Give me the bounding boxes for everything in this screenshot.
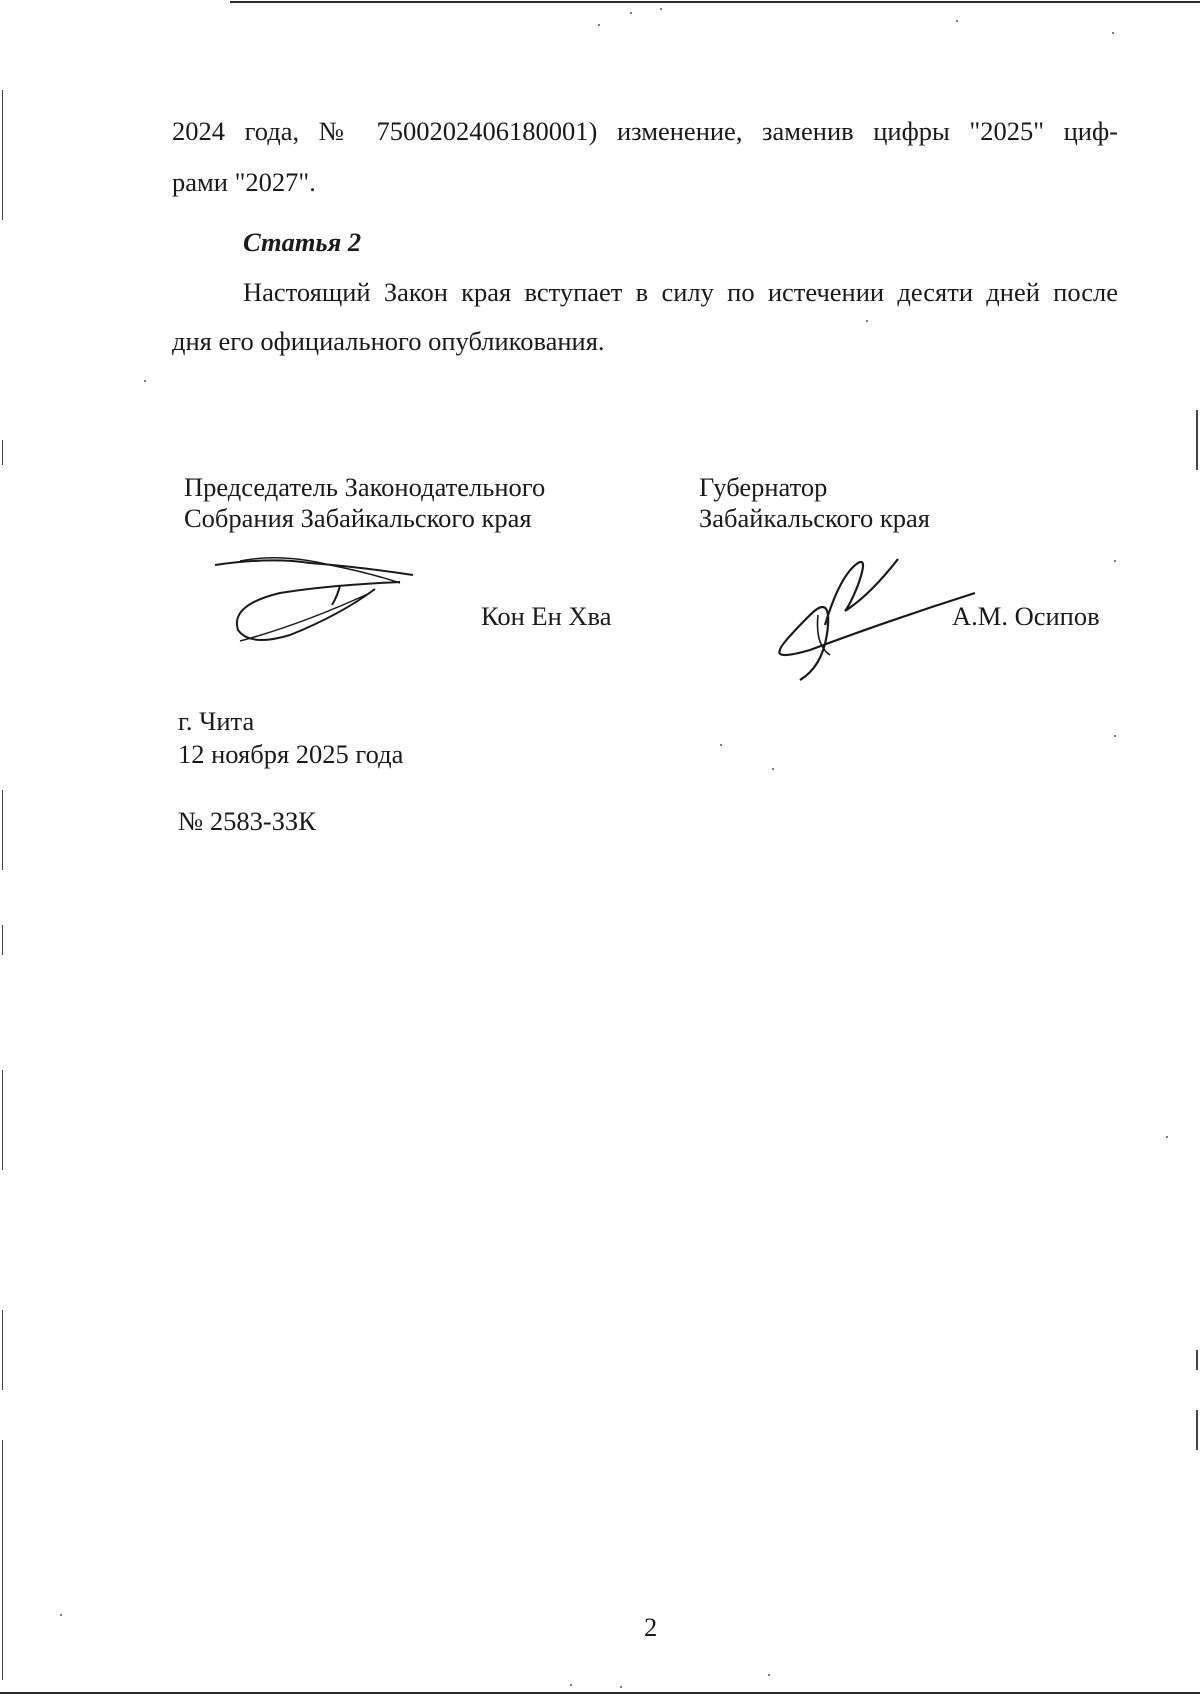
left-signatory-title-line-2: Собрания Забайкальского края: [184, 503, 532, 533]
article-2-line-1: Настоящий Закон края вступает в силу по истечении десяти дней после: [243, 277, 1118, 307]
date: 12 ноября 2025 года: [178, 739, 404, 769]
scan-speck: [772, 768, 774, 770]
scan-speck: [768, 1674, 770, 1676]
scan-edge-bottom: [0, 1692, 1200, 1694]
article-2-heading: Статья 2: [243, 227, 362, 257]
paragraph-continuation-line-1: 2024 года, № 7500202406180001) изменение, заменив цифры "2025" циф-: [172, 116, 1118, 146]
scan-speck: [144, 380, 146, 382]
article-2-line-2: дня его официального опубликования.: [172, 326, 605, 356]
scan-edge-left: [2, 440, 3, 465]
left-signatory-title-line-1: Председатель Законодательного: [184, 472, 546, 502]
scan-speck: [630, 12, 632, 14]
scan-speck: [1166, 1136, 1168, 1138]
right-signatory-name: А.М. Осипов: [952, 601, 1100, 631]
scan-speck: [660, 8, 662, 10]
scan-speck: [956, 20, 958, 22]
right-signature-icon: [770, 555, 980, 685]
scan-speck: [570, 1684, 572, 1686]
left-signatory-name: Кон Ен Хва: [481, 601, 612, 631]
scan-edge-top: [230, 1, 1200, 3]
scan-speck: [60, 1614, 62, 1616]
paragraph-continuation-line-2: рами "2027".: [172, 167, 316, 197]
scan-edge-left: [2, 1070, 3, 1170]
scan-edge-left: [2, 925, 3, 955]
right-signatory-title-line-1: Губернатор: [699, 472, 828, 502]
scan-edge-left: [2, 790, 3, 870]
scan-edge-left: [2, 1440, 3, 1680]
scan-speck: [866, 320, 868, 322]
scan-edge-right: [1196, 1350, 1198, 1370]
scan-edge-right: [1196, 1410, 1198, 1450]
scan-speck: [1112, 32, 1114, 34]
scan-speck: [720, 744, 722, 746]
right-signatory-title-line-2: Забайкальского края: [699, 503, 930, 533]
scan-edge-left: [2, 1310, 3, 1390]
scan-edge-left: [2, 90, 3, 220]
document-number: № 2583-ЗЗК: [178, 806, 316, 836]
scan-speck: [620, 1686, 622, 1688]
scan-speck: [1114, 735, 1116, 737]
scan-speck: [598, 24, 600, 26]
page-number: 2: [644, 1612, 658, 1642]
scan-speck: [1114, 560, 1116, 562]
place: г. Чита: [178, 706, 255, 736]
left-signature-icon: [210, 555, 420, 655]
scan-edge-right: [1196, 410, 1198, 470]
